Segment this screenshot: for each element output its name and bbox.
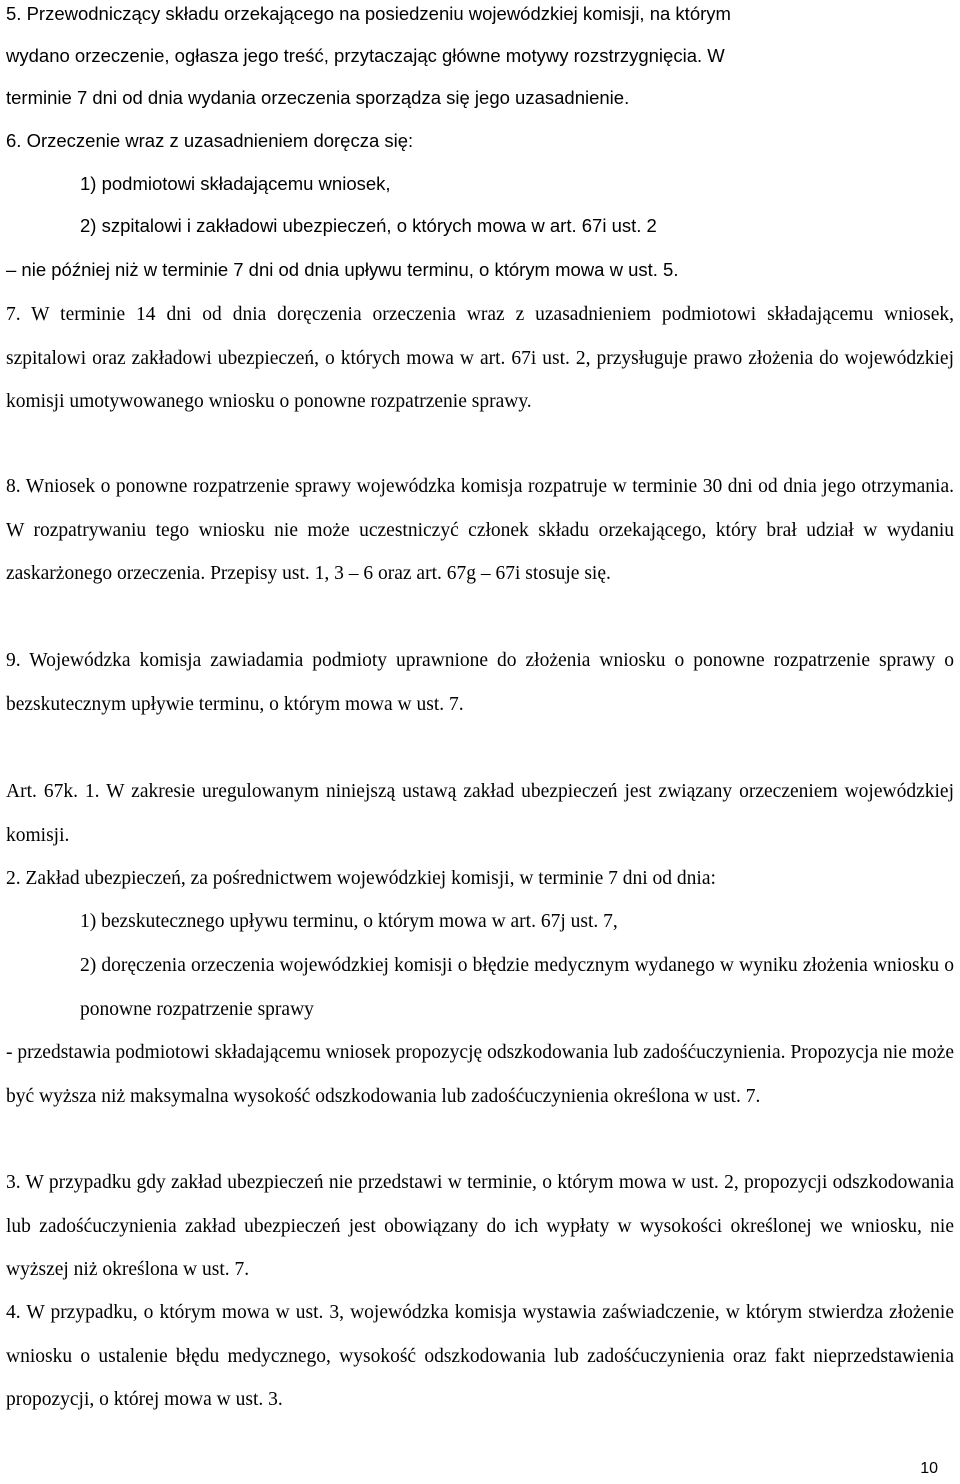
art-67k-section-4: 4. W przypadku, o którym mowa w ust. 3, wojewódzka komisja wystawia zaświadczenie, w którym stwierdza złożenie wniosku o ustalenie błędu medycznego, wysokość odszkodowania lub zadośćuczynienia oraz fakt nieprzedstawienia propozycji, o której mowa w ust. 3. [6,1302,954,1410]
paragraph-8: 8. Wniosek o ponowne rozpatrzenie sprawy wojewódzka komisja rozpatruje w terminie 30 dni od dnia jego otrzymania. W rozpatrywaniu tego wniosku nie może uczestniczyć członek składu orzekającego, który brał udział w wydaniu zaskarżonego orzeczenia. Przepisy ust. 1, 3 – 6 oraz art. 67g – 67i stosuje się. [6,476,954,584]
art-67k-section-2-item-1: 1) bezskutecznego upływu terminu, o którym mowa w art. 67j ust. 7, [80,911,618,932]
p6-item-2: 2) szpitalowi i zakładowi ubezpieczeń, o których mowa w art. 67i ust. 2 [80,215,657,236]
p5-line-2: wydano orzeczenie, ogłasza jego treść, przytaczając główne motywy rozstrzygnięcia. W [6,45,725,66]
art-67k-section-2-intro: 2. Zakład ubezpieczeń, za pośrednictwem wojewódzkiej komisji, w terminie 7 dni od dnia: [6,868,716,889]
art-67k-section-2-tail: - przedstawia podmiotowi składającemu wniosek propozycję odszkodowania lub zadośćuczynienia. Propozycja nie może być wyższa niż maksymalna wysokość odszkodowania lub zadośćuczynienia określona w ust. 7. [6,1042,954,1107]
art-67k-section-1: Art. 67k. 1. W zakresie uregulowanym niniejszą ustawą zakład ubezpieczeń jest związany orzeczeniem wojewódzkiej komisji. [6,781,954,846]
p6-tail: – nie później niż w terminie 7 dni od dnia upływu terminu, o którym mowa w ust. 5. [6,259,679,280]
p6-intro: 6. Orzeczenie wraz z uzasadnieniem doręcza się: [6,130,414,151]
p6-item-1: 1) podmiotowi składającemu wniosek, [80,173,391,194]
paragraph-9: 9. Wojewódzka komisja zawiadamia podmioty uprawnione do złożenia wniosku o ponowne rozpatrzenie sprawy o bezskutecznym upływie terminu, o którym mowa w ust. 7. [6,650,954,715]
page-number: 10 [920,1460,938,1477]
art-67k-section-2-item-2: 2) doręczenia orzeczenia wojewódzkiej komisji o błędzie medycznym wydanego w wyniku złożenia wniosku o ponowne rozpatrzenie sprawy [80,955,954,1020]
art-67k-section-3: 3. W przypadku gdy zakład ubezpieczeń nie przedstawi w terminie, o którym mowa w ust. 2, propozycji odszkodowania lub zadośćuczynienia zakład ubezpieczeń jest obowiązany do ich wypłaty w wysokości określonej we wniosku, nie wyższej niż określona w ust. 7. [6,1172,954,1280]
p5-line-1: 5. Przewodniczący składu orzekającego na posiedzeniu wojewódzkiej komisji, na którym [6,3,731,24]
paragraph-7: 7. W terminie 14 dni od dnia doręczenia orzeczenia wraz z uzasadnieniem podmiotowi składającemu wniosek, szpitalowi oraz zakładowi ubezpieczeń, o których mowa w art. 67i ust. 2, przysługuje prawo złożenia do wojewódzkiej komisji umotywowanego wniosku o ponowne rozpatrzenie sprawy. [6,304,954,412]
p5-line-3: terminie 7 dni od dnia wydania orzeczenia sporządza się jego uzasadnienie. [6,87,630,108]
